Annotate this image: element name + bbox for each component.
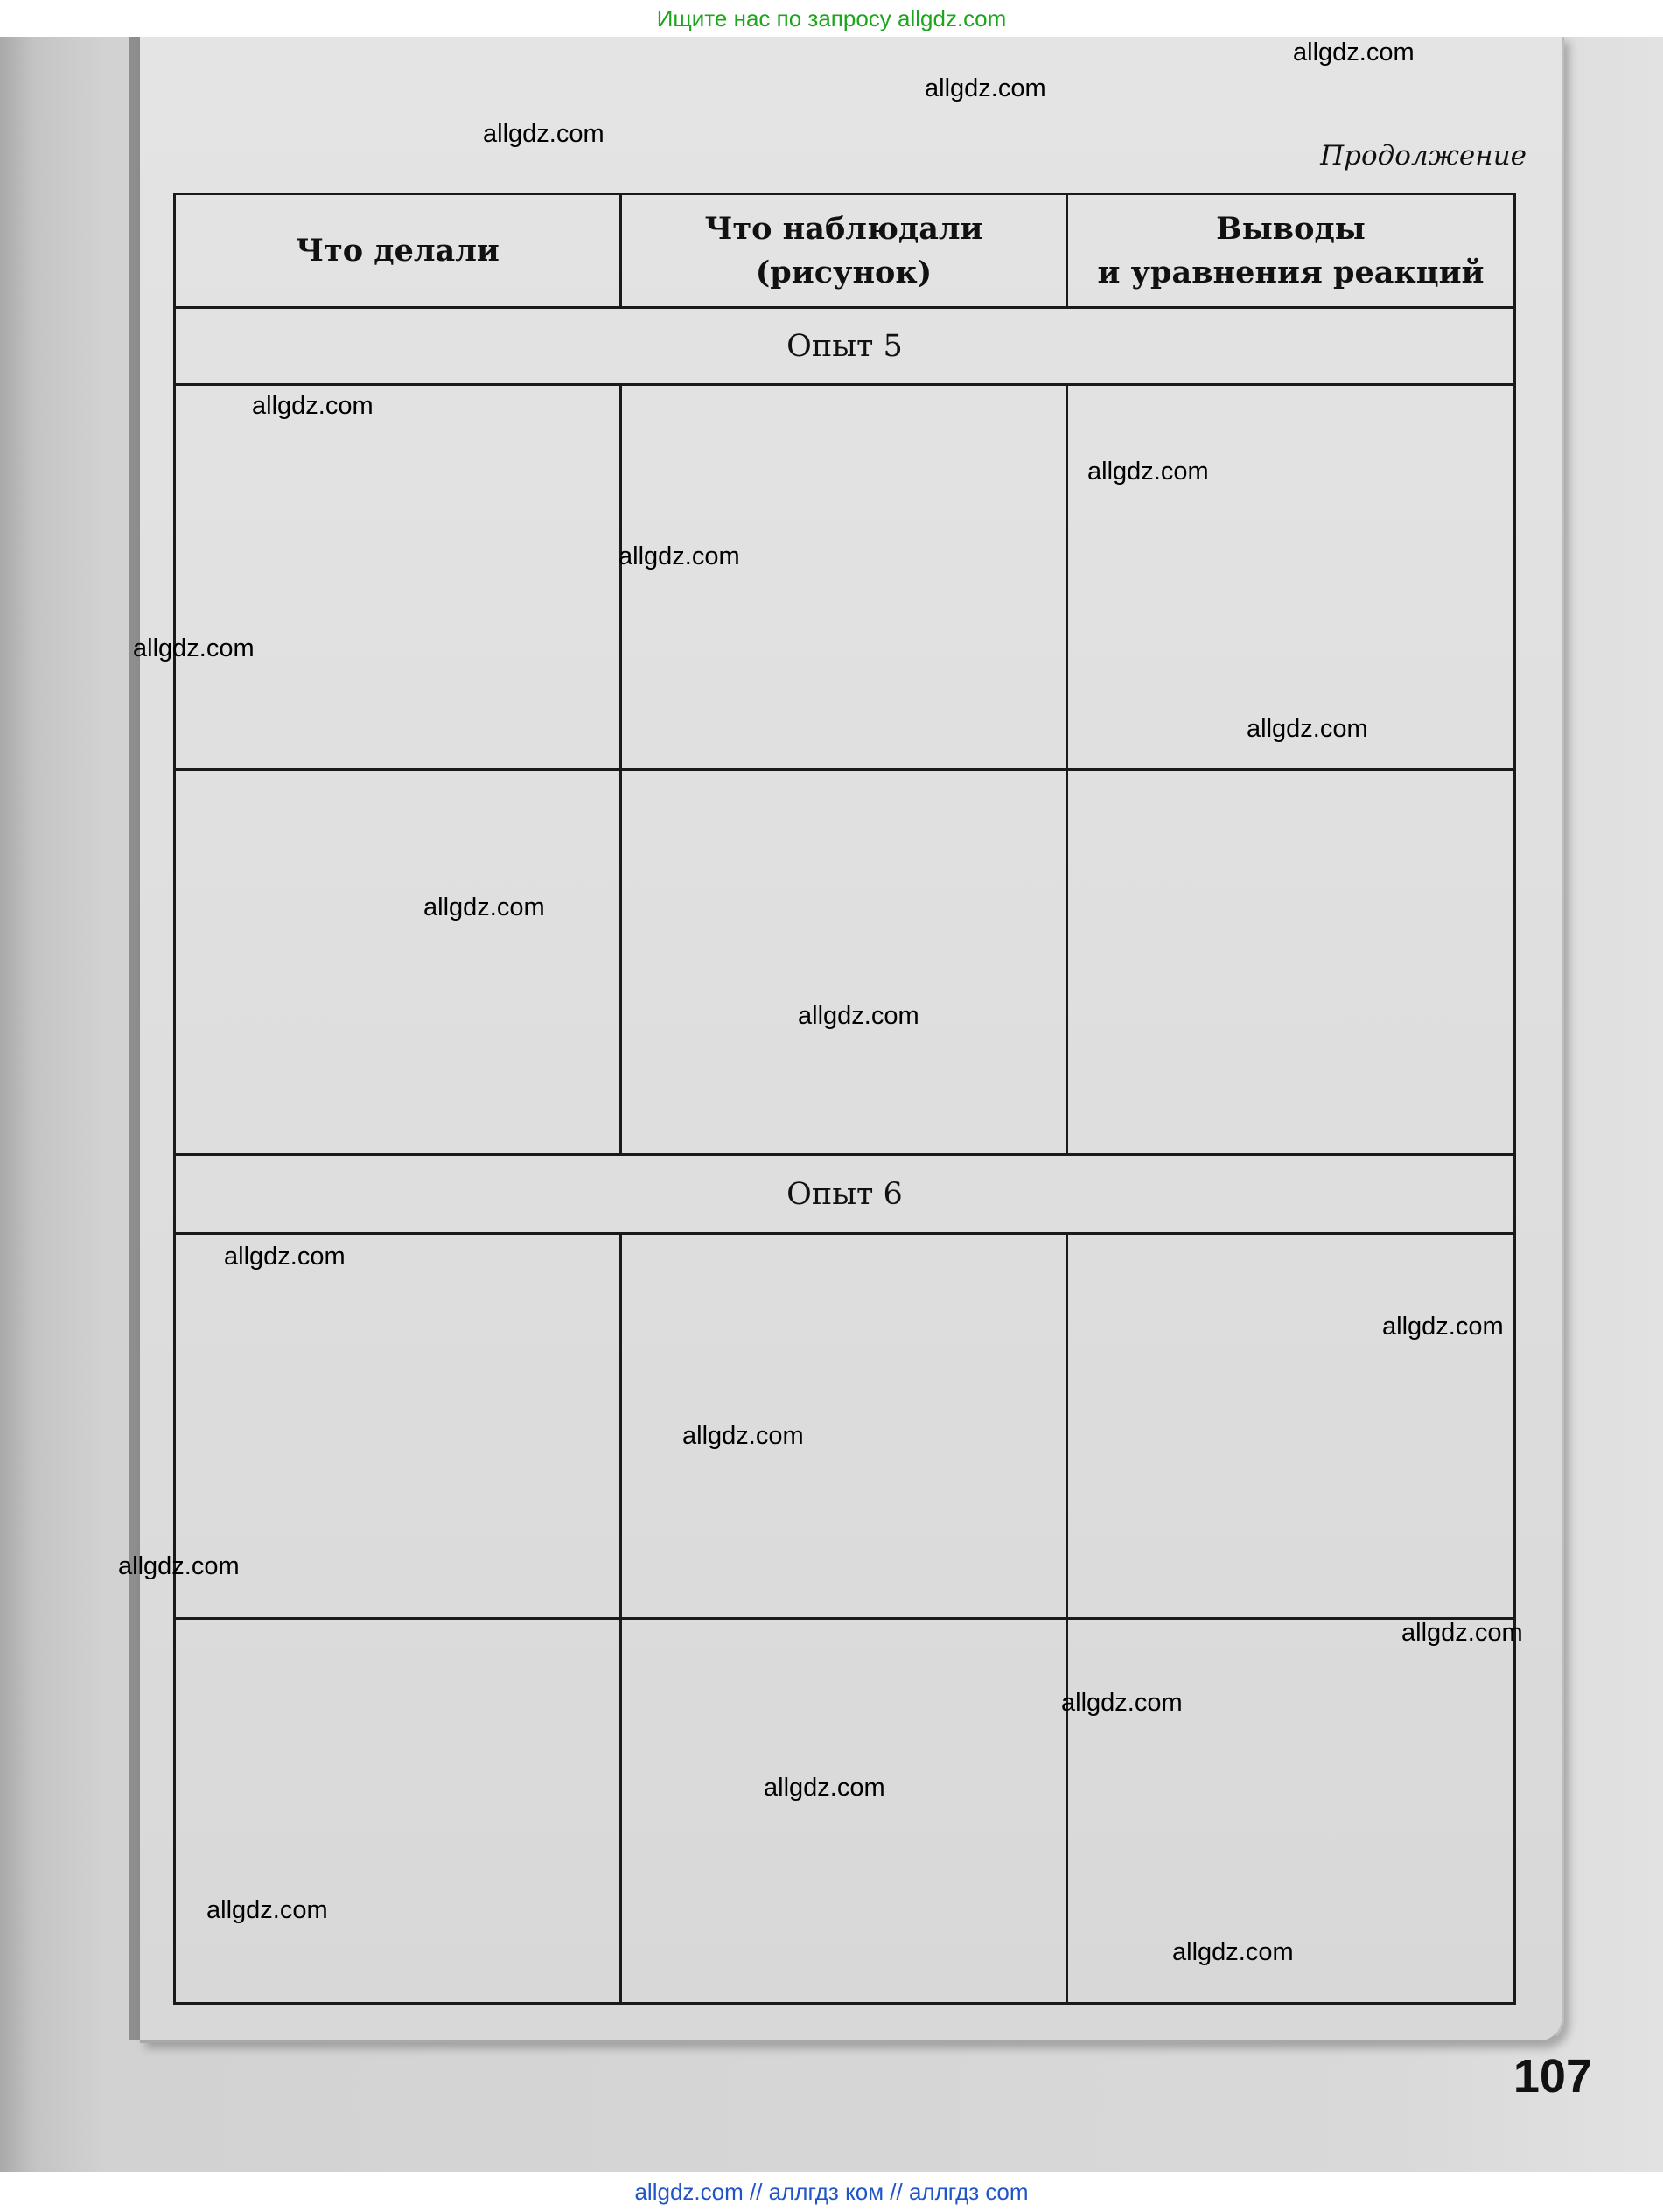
continuation-label: Продолжение — [1320, 140, 1527, 172]
experiment-table — [173, 192, 1516, 2005]
section-row-experiment-6 — [175, 1155, 1515, 1234]
header-conclusions: Выводы и уравнения реакций — [1067, 194, 1515, 308]
watermark: allgdz.com — [206, 1896, 328, 1924]
header-what-observed: Что наблюдали (рисунок) — [621, 194, 1067, 308]
table-cell[interactable] — [1067, 385, 1515, 770]
watermark: allgdz.com — [618, 542, 740, 570]
table-row — [175, 385, 1515, 770]
section-title-experiment-5: Опыт 5 — [175, 308, 1515, 385]
watermark: allgdz.com — [798, 1002, 919, 1030]
watermark: allgdz.com — [764, 1774, 885, 1802]
top-banner[interactable]: Ищите нас по запросу allgdz.com — [656, 5, 1007, 32]
watermark: allgdz.com — [1382, 1312, 1504, 1340]
watermark: allgdz.com — [224, 1242, 346, 1270]
watermark: allgdz.com — [1172, 1938, 1294, 1966]
table-cell[interactable] — [175, 385, 621, 770]
watermark: allgdz.com — [682, 1422, 804, 1450]
page-number: 107 — [1513, 2050, 1592, 2103]
table-cell[interactable] — [175, 1234, 621, 1619]
table-row — [175, 770, 1515, 1155]
watermark: allgdz.com — [118, 1552, 240, 1580]
table-cell[interactable] — [621, 770, 1067, 1155]
table-cell[interactable] — [1067, 1234, 1515, 1619]
table-cell[interactable] — [621, 385, 1067, 770]
watermark: allgdz.com — [1401, 1619, 1523, 1647]
watermark: allgdz.com — [133, 634, 255, 662]
watermark: allgdz.com — [483, 120, 604, 148]
watermark: allgdz.com — [252, 392, 374, 420]
section-row-experiment-5 — [175, 308, 1515, 385]
watermark: allgdz.com — [1293, 38, 1415, 66]
bottom-banner[interactable]: allgdz.com // аллгдз ком // аллгдз com — [634, 2179, 1029, 2205]
section-title-experiment-6: Опыт 6 — [175, 1155, 1515, 1234]
table-row — [175, 1619, 1515, 2004]
scanned-page-area — [0, 37, 1663, 2172]
table-row — [175, 1234, 1515, 1619]
watermark: allgdz.com — [1247, 715, 1368, 743]
table-cell[interactable] — [1067, 770, 1515, 1155]
watermark: allgdz.com — [925, 74, 1046, 102]
table-cell[interactable] — [175, 1619, 621, 2004]
header-what-done: Что делали — [175, 194, 621, 308]
table-header-row — [175, 194, 1515, 308]
watermark: allgdz.com — [1087, 458, 1209, 486]
watermark: allgdz.com — [423, 893, 545, 921]
table-cell[interactable] — [175, 770, 621, 1155]
table-cell[interactable] — [621, 1619, 1067, 2004]
watermark: allgdz.com — [1061, 1689, 1183, 1717]
